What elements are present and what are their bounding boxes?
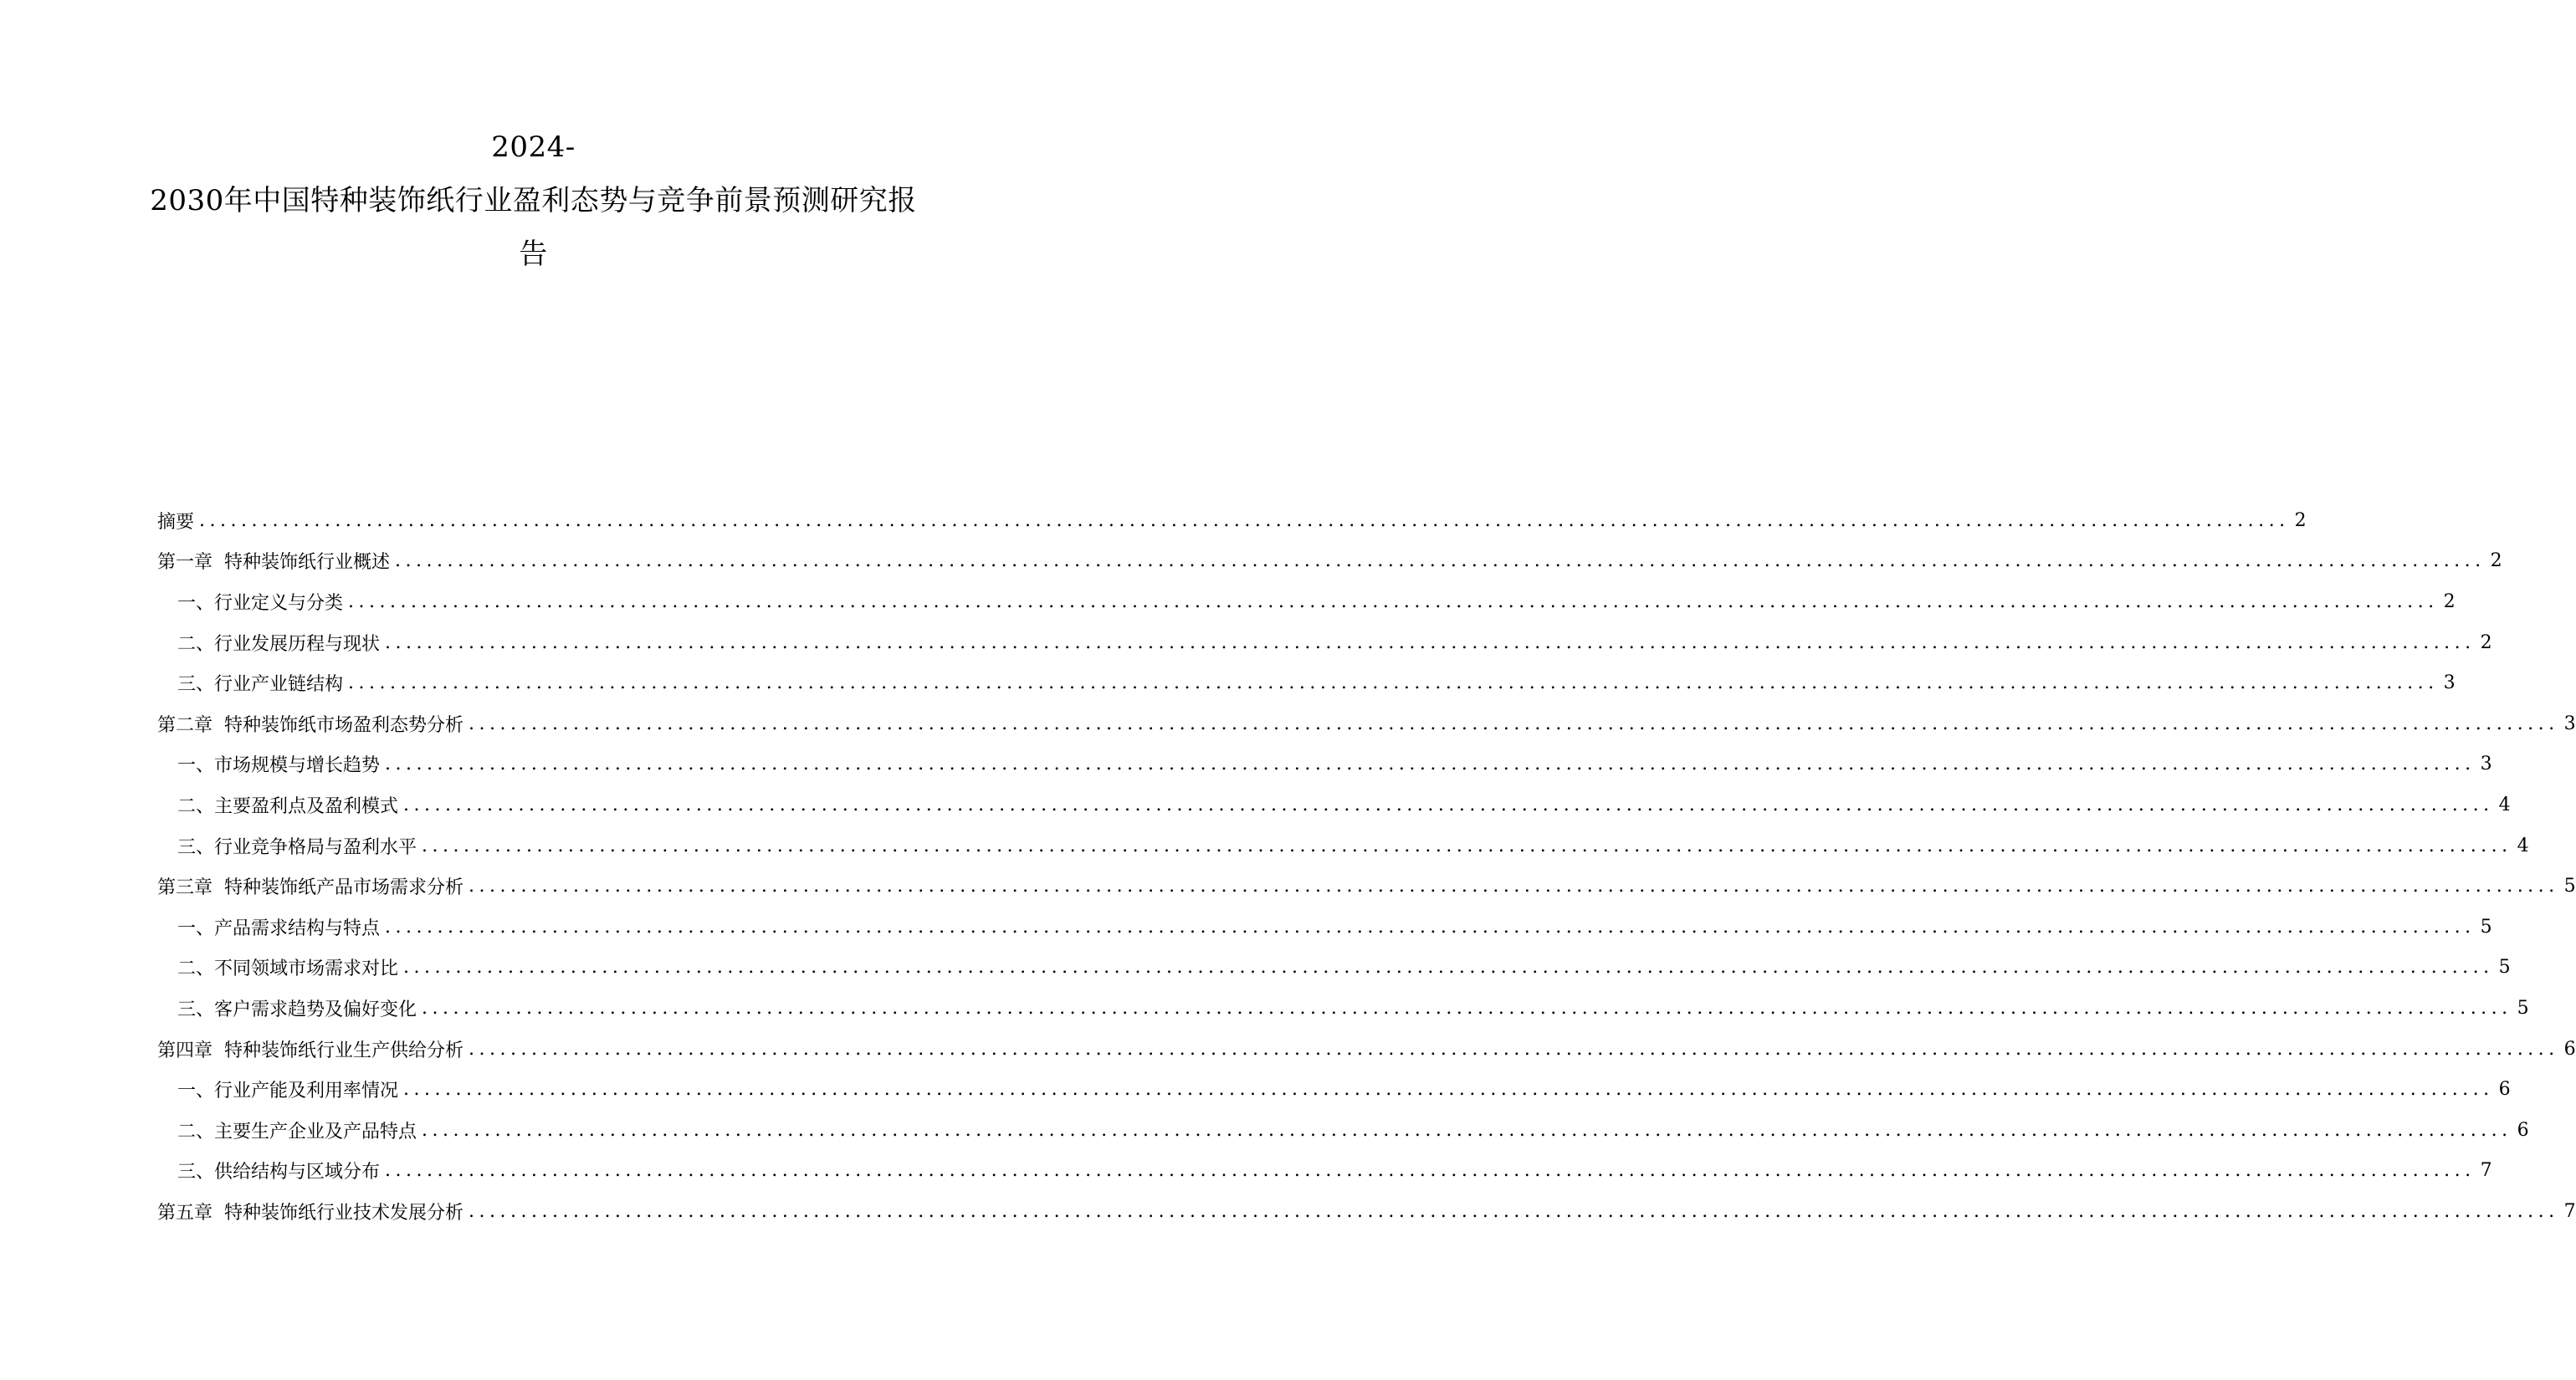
toc-label: 行业发展历程与现状 [214,633,381,655]
toc-section-number: 一、 [177,917,215,939]
toc-page-number: 2 [2443,590,2456,612]
toc-label: 行业产能及利用率情况 [214,1081,399,1102]
toc-dot-leader: ........................................................................................................................................................................................................ [385,631,2476,653]
toc-dot-leader: ........................................................................................................................................................................................................ [403,1079,2494,1101]
toc-section-number: 三、 [177,674,215,696]
toc-section-entry[interactable] [157,1110,2529,1151]
toc-page-number: 7 [2480,1160,2492,1182]
toc-page-number: 4 [2498,794,2511,815]
toc-section-entry[interactable] [157,948,2511,989]
toc-section-entry[interactable] [157,1151,2492,1192]
toc-label: 供给结构与区域分布 [214,1162,381,1183]
title-line: 告 [519,238,548,271]
toc-label: 主要盈利点及盈利模式 [214,795,399,817]
toc-page-number: 3 [2443,672,2456,694]
toc-section-entry[interactable] [157,907,2492,948]
toc-label: 产品需求结构与特点 [214,917,381,939]
toc-label: 摘要 [157,511,195,533]
toc-label: 特种装饰纸行业生产供给分析 [224,1040,464,1061]
toc-section-number: 二、 [177,1121,215,1142]
toc-page-number: 5 [2498,957,2511,979]
toc-page-number: 3 [2480,754,2492,775]
toc-label: 行业产业链结构 [214,674,344,696]
toc-chapter-entry[interactable] [157,1191,2576,1232]
toc-section-entry[interactable] [157,622,2492,663]
toc-section-number: 三、 [177,1162,215,1183]
toc-page-number: 4 [2517,835,2529,856]
toc-section-number: 三、 [177,836,215,858]
toc-dot-leader: ........................................................................................................................................................................................................ [422,835,2512,856]
toc-section-entry[interactable] [157,581,2456,622]
toc-dot-leader: ........................................................................................................................................................................................................ [348,672,2439,694]
toc-section-number: 三、 [177,999,215,1020]
toc-page-number: 2 [2490,550,2502,572]
toc-chapter-entry[interactable] [157,1029,2576,1070]
toc-chapter-entry[interactable] [157,500,2307,541]
toc-chapter-number: 第二章 [157,714,213,736]
toc-dot-leader: ........................................................................................................................................................................................................ [403,794,2494,815]
toc-dot-leader: ........................................................................................................................................................................................................ [199,509,2290,531]
toc-chapter-number: 第三章 [157,877,213,899]
toc-section-number: 二、 [177,795,215,817]
toc-page-number: 5 [2563,876,2576,897]
toc-chapter-number: 第四章 [157,1040,213,1061]
toc-section-entry[interactable] [157,785,2511,825]
title-line: 2030年中国特种装饰纸行业盈利态势与竞争前景预测研究报 [150,184,917,217]
toc-label: 特种装饰纸行业技术发展分析 [224,1202,464,1224]
toc-page-number: 5 [2480,916,2492,938]
toc-dot-leader: ........................................................................................................................................................................................................ [422,997,2512,1019]
toc-section-number: 一、 [177,755,215,777]
toc-dot-leader: ........................................................................................................................................................................................................ [348,590,2439,612]
toc-section-number: 一、 [177,1081,215,1102]
toc-section-entry[interactable] [157,1069,2511,1110]
toc-dot-leader: ........................................................................................................................................................................................................ [395,550,2486,572]
toc-dot-leader: ........................................................................................................................................................................................................ [469,1200,2559,1222]
toc-section-entry[interactable] [157,825,2529,866]
toc-page-number: 2 [2480,631,2492,653]
toc-section-number: 二、 [177,633,215,655]
toc-label: 特种装饰纸行业概述 [224,552,391,574]
toc-dot-leader: ........................................................................................................................................................................................................ [385,916,2476,938]
toc-chapter-number: 第五章 [157,1202,213,1224]
toc-label: 市场规模与增长趋势 [214,755,381,777]
toc-dot-leader: ........................................................................................................................................................................................................ [403,957,2494,979]
toc-dot-leader: ........................................................................................................................................................................................................ [422,1119,2512,1141]
toc-label: 主要生产企业及产品特点 [214,1121,417,1142]
toc-page-number: 5 [2517,997,2529,1019]
toc-page-number: 6 [2517,1119,2529,1141]
toc-label: 客户需求趋势及偏好变化 [214,999,417,1020]
toc-page-number: 6 [2563,1038,2576,1060]
title-line: 2024- [491,130,576,164]
toc-dot-leader: ........................................................................................................................................................................................................ [469,876,2559,897]
toc-dot-leader: ........................................................................................................................................................................................................ [385,754,2476,775]
toc-label: 行业定义与分类 [214,592,344,614]
toc-page-number: 2 [2294,509,2307,531]
toc-label: 不同领域市场需求对比 [214,958,399,980]
toc-dot-leader: ........................................................................................................................................................................................................ [469,713,2559,734]
toc-chapter-entry[interactable] [157,541,2502,582]
toc-page-number: 6 [2498,1079,2511,1101]
toc-dot-leader: ........................................................................................................................................................................................................ [385,1160,2476,1182]
toc-section-number: 二、 [177,958,215,980]
toc-chapter-entry[interactable] [157,703,2576,744]
toc-section-entry[interactable] [157,662,2456,703]
toc-page-number: 7 [2563,1200,2576,1222]
toc-label: 行业竞争格局与盈利水平 [214,836,417,858]
toc-dot-leader: ........................................................................................................................................................................................................ [469,1038,2559,1060]
toc-page-number: 3 [2563,713,2576,734]
report-title [125,120,941,281]
toc-section-number: 一、 [177,592,215,614]
toc-section-entry[interactable] [157,988,2529,1029]
toc-label: 特种装饰纸市场盈利态势分析 [224,714,464,736]
toc-chapter-entry[interactable] [157,866,2576,907]
toc-label: 特种装饰纸产品市场需求分析 [224,877,464,899]
table-of-contents [157,500,2576,1232]
toc-section-entry[interactable] [157,744,2492,785]
toc-chapter-number: 第一章 [157,552,213,574]
